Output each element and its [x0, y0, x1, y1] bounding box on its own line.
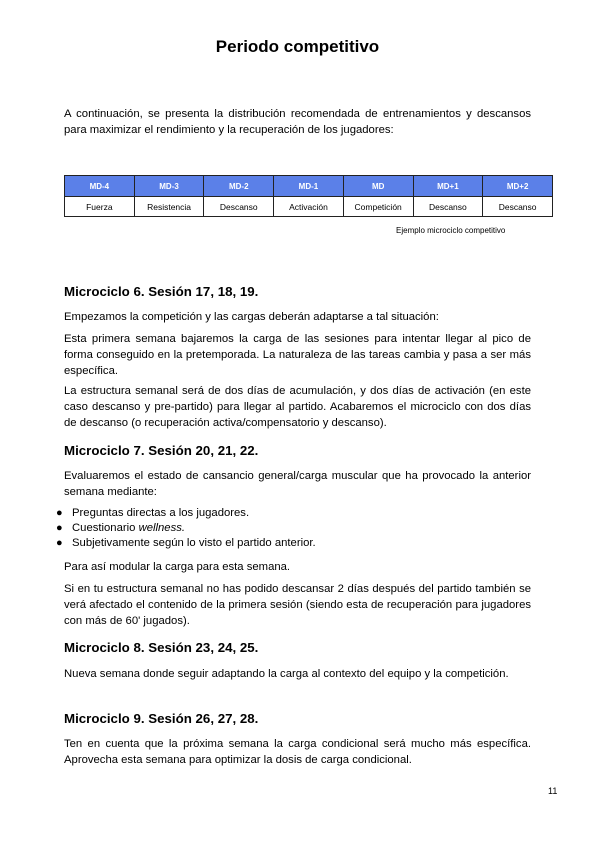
table-header-row — [65, 176, 553, 197]
section-heading: Microciclo 7. Sesión 20, 21, 22. — [64, 443, 259, 458]
list-item: ● Subjetivamente según lo visto el partido anterior. — [56, 537, 316, 549]
table-cell: Descanso — [204, 197, 274, 217]
table-cell: Fuerza — [65, 197, 135, 217]
section-heading: Microciclo 6. Sesión 17, 18, 19. — [64, 284, 259, 299]
section-heading: Microciclo 8. Sesión 23, 24, 25. — [64, 640, 259, 655]
table-cell: Descanso — [413, 197, 483, 217]
section-paragraph: Si en tu estructura semanal no has podido descansar 2 días después del partido también se verá afectado el contenido de la primera sesión (siendo esta de recuperación para jugadores con más de 60' jugados). — [64, 583, 531, 627]
table-header-cell: MD-2 — [204, 176, 274, 197]
intro-paragraph: A continuación, se presenta la distribución recomendada de entrenamientos y descansos para maximizar el rendimiento y la recuperación de los jugadores: — [64, 108, 531, 136]
section-paragraph: La estructura semanal será de dos días de acumulación, y dos días de activación (en este caso descanso y pre-partido) para llegar al partido. Acabaremos el microciclo con dos días de descanso (o recuperación activa/compensatorio y descanso). — [64, 385, 531, 429]
page-title: Periodo competitivo — [215, 37, 380, 56]
bullet-list — [54, 506, 316, 551]
table-cell: Resistencia — [134, 197, 204, 217]
section-paragraph: Evaluaremos el estado de cansancio general/carga muscular que ha provocado la anterior semana mediante: — [64, 470, 531, 498]
section-paragraph: Esta primera semana bajaremos la carga de las sesiones para intentar llegar al pico de forma conseguido en la pretemporada. La naturaleza de las tareas cambia y pasa a ser más específica. — [64, 333, 531, 377]
table-header-cell: MD — [343, 176, 413, 197]
bullet-icon: ● — [56, 507, 63, 519]
section-heading: Microciclo 9. Sesión 26, 27, 28. — [64, 711, 259, 726]
list-item: ● Cuestionario wellness. — [56, 522, 186, 534]
table-cell: Activación — [274, 197, 344, 217]
table-cell: Descanso — [483, 197, 553, 217]
table-cell: Competición — [343, 197, 413, 217]
microcycle-table — [64, 175, 553, 217]
table-row — [65, 197, 553, 217]
section-paragraph: Nueva semana donde seguir adaptando la carga al contexto del equipo y la competición. — [64, 668, 509, 680]
table-caption: Ejemplo microciclo competitivo — [396, 226, 506, 235]
table-header-cell: MD-4 — [65, 176, 135, 197]
table-header-cell: MD-3 — [134, 176, 204, 197]
section-paragraph: Empezamos la competición y las cargas deberán adaptarse a tal situación: — [64, 311, 439, 323]
table-header-cell: MD+2 — [483, 176, 553, 197]
bullet-icon: ● — [56, 537, 63, 549]
page-number: 11 — [548, 786, 558, 796]
bullet-icon: ● — [56, 522, 63, 534]
list-item: ● Preguntas directas a los jugadores. — [56, 507, 250, 519]
italic-term: wellness. — [138, 522, 186, 534]
table-header-cell: MD-1 — [274, 176, 344, 197]
table-header-cell: MD+1 — [413, 176, 483, 197]
section-paragraph: Ten en cuenta que la próxima semana la carga condicional será mucho más específica. Aprovecha esta semana para optimizar la dosis de carga condicional. — [64, 738, 531, 766]
section-paragraph: Para así modular la carga para esta semana. — [64, 561, 291, 573]
